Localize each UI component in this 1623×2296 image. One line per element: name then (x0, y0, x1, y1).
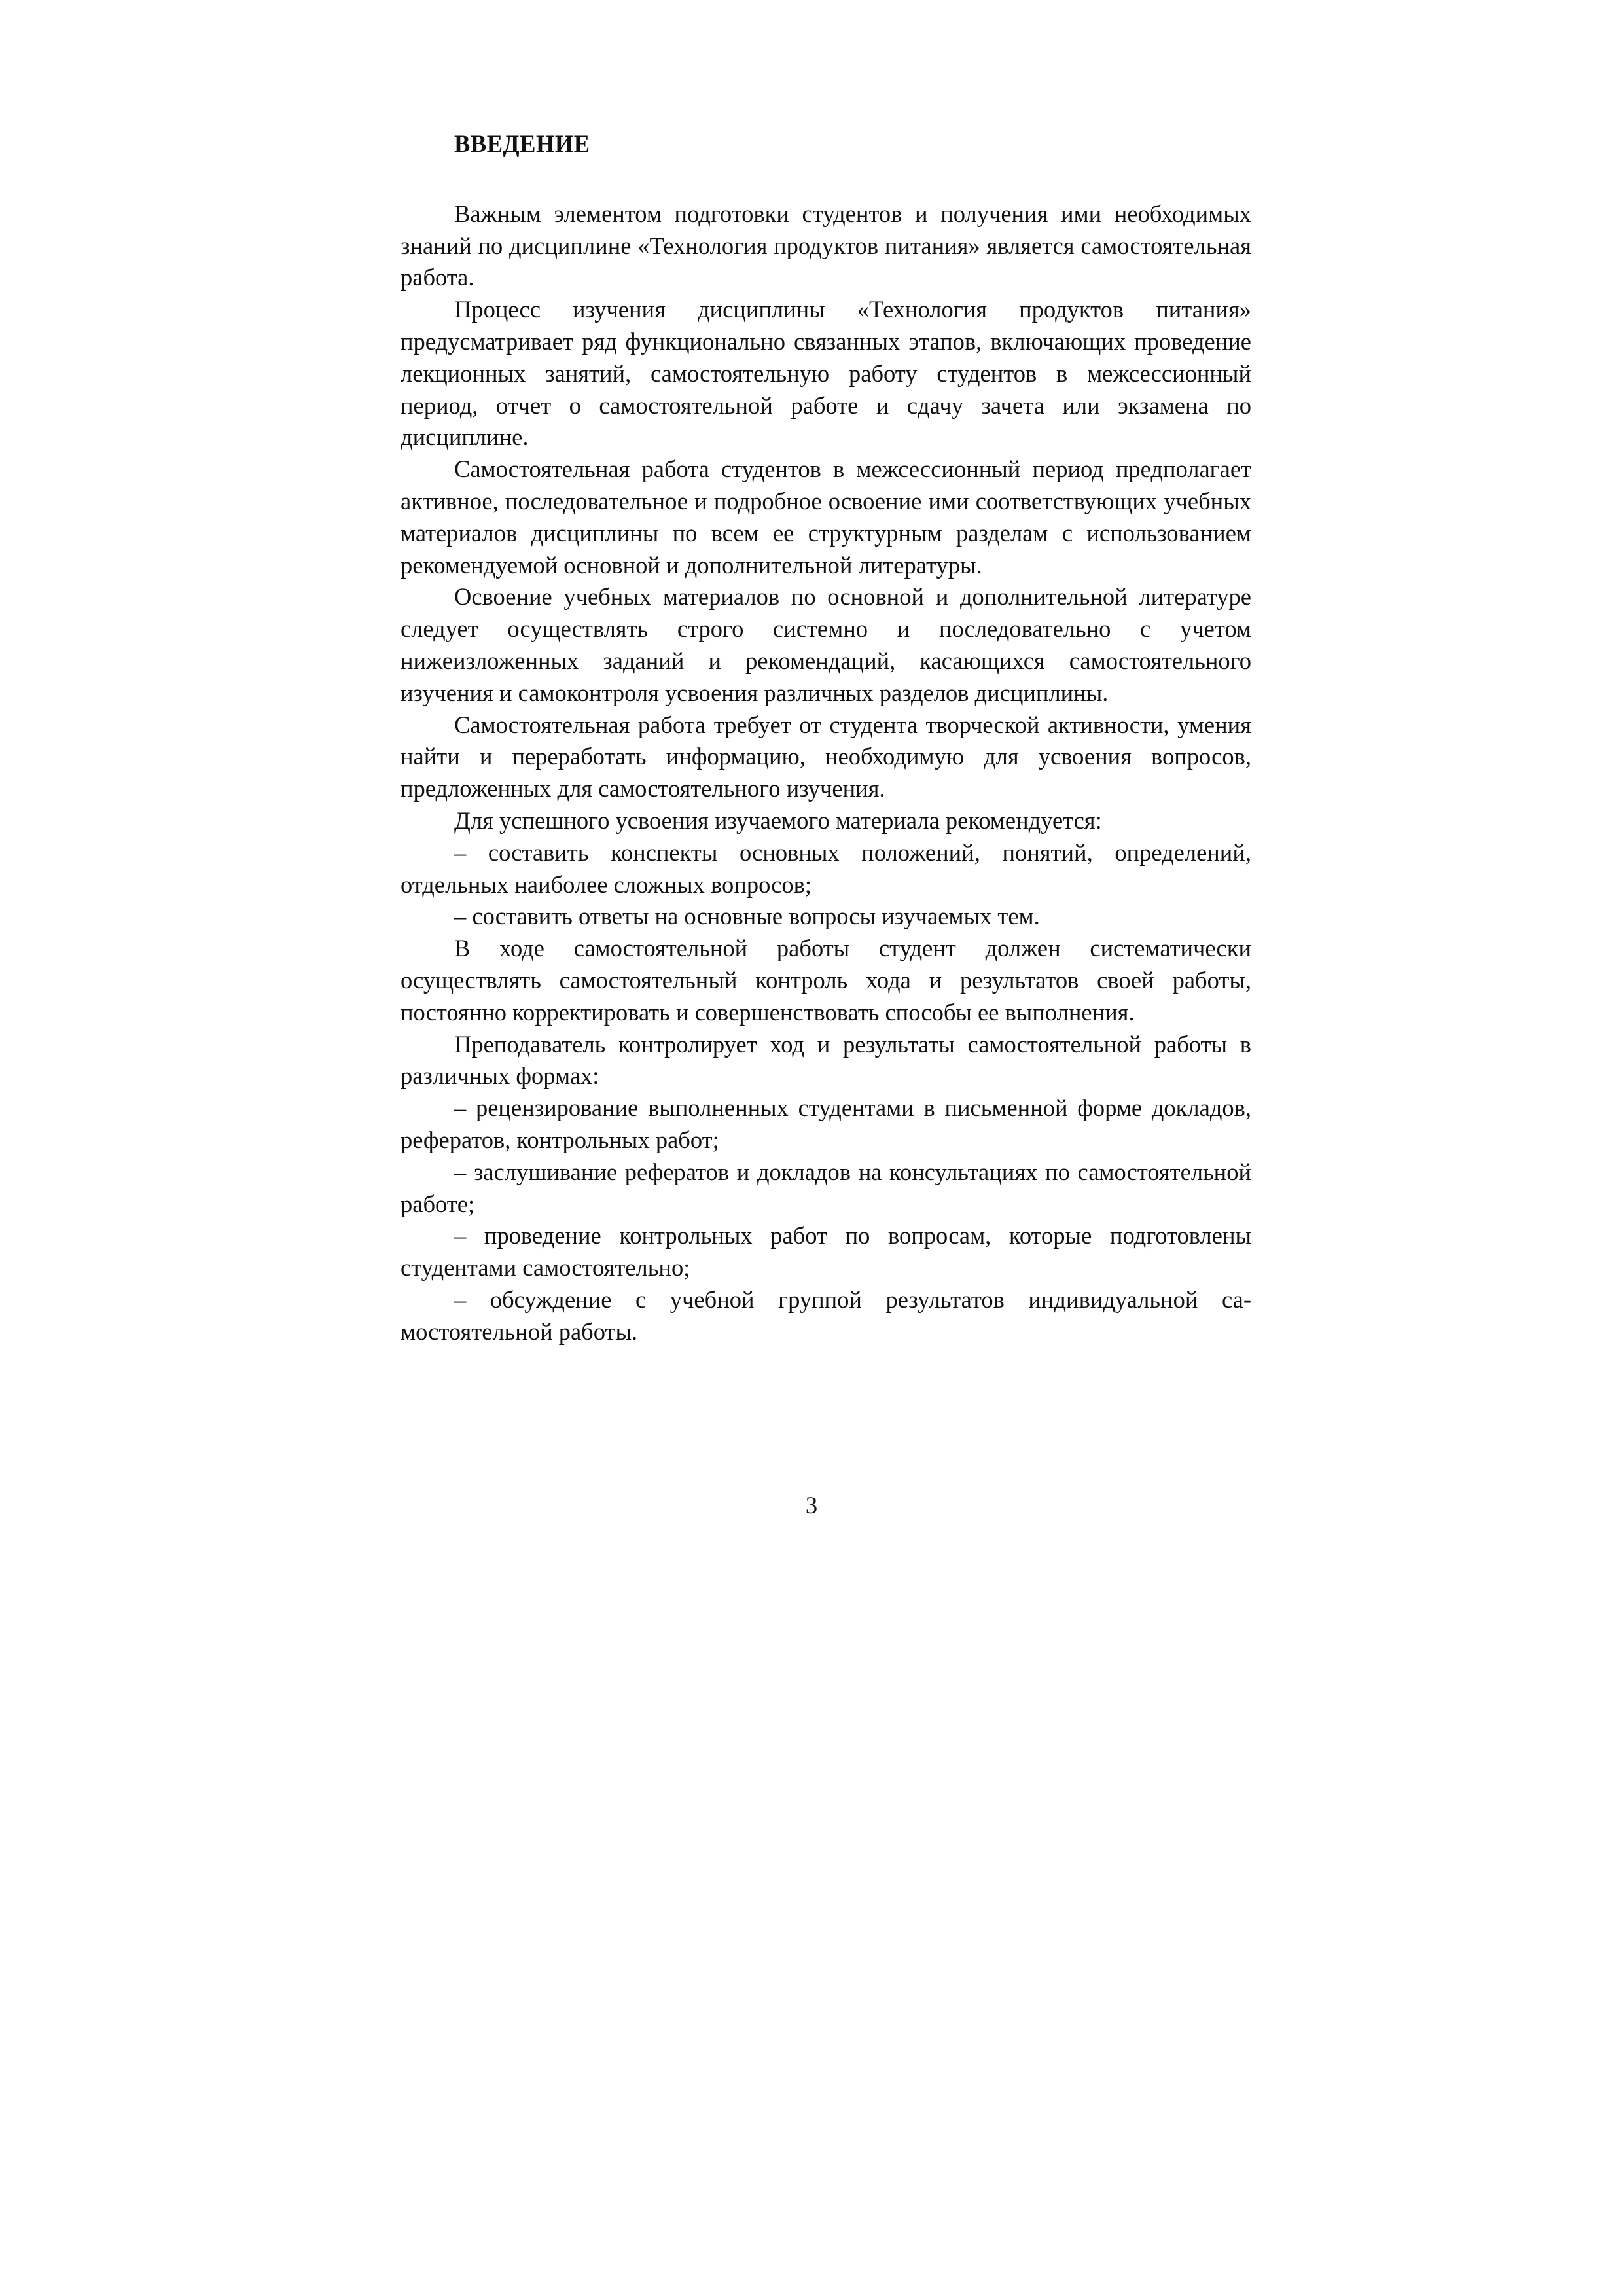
list-item: – составить ответы на основные вопросы изучаемых тем. (454, 903, 1040, 930)
section-heading: ВВЕДЕНИЕ (454, 130, 590, 157)
document-body (401, 128, 1251, 1348)
list-item: – проведение контрольных работ по вопросам, которые подготовлены студентами самостоятельно; (401, 1222, 1251, 1282)
paragraph: В ходе самостоятельной работы студент должен систематически осуществлять самостоятельный контроль хода и результатов своей работы, постоянно корректировать и совершенствовать способы ее выполнения. (401, 935, 1251, 1026)
paragraph: Самостоятельная работа требует от студента творческой активности, умения найти и переработать информацию, необходимую для усвоения вопросов, предложенных для самостоятельного изучения. (401, 711, 1251, 802)
paragraph: Освоение учебных материалов по основной и дополнительной литературе следует осуществлять строго системно и последовательно с учетом нижеизложенных заданий и рекомендаций, касающихся самостоятельного изучения и самоконтроля усвоения различных разделов дисциплины. (401, 583, 1251, 706)
page-number: 3 (805, 1492, 818, 1518)
list-item: – составить конспекты основных положений, понятий, определений, отдельных наиболее сложных вопросов; (401, 838, 1251, 898)
list-item: – заслушивание рефератов и докладов на консультациях по самостоятельной работе; (401, 1158, 1251, 1217)
paragraph: Процесс изучения дисциплины «Технология продуктов питания» предусматривает ряд функционально связанных этапов, включающих проведение лекционных занятий, самостоятельную работу студентов в межсессионный период, отчет о самостоятельной работе и сдачу зачета или экзамена по дисциплине. (401, 296, 1251, 451)
list-item: – рецензирование выполненных студентами в письменной форме докладов, рефератов, контрольных работ; (401, 1094, 1251, 1153)
paragraph: Самостоятельная работа студентов в межсессионный период предполагает активное, последовательное и подробное освоение ими соответствующих учебных материалов дисциплины по всем ее структурным разделам с использованием рекомендуемой основной и дополнительной литературы. (401, 456, 1251, 579)
paragraph: Для успешного усвоения изучаемого материала рекомендуется: (454, 806, 1102, 834)
paragraph: Преподаватель контролирует ход и результаты самостоятельной работы в различных формах: (401, 1030, 1251, 1090)
list-item: – обсуждение с учебной группой результатов индивидуальной самостоятельной работы. (401, 1285, 1251, 1345)
paragraph: Важным элементом подготовки студентов и получения ими необходимых знаний по дисциплине «Технология продуктов питания» является самостоятельная работа. (401, 200, 1251, 291)
